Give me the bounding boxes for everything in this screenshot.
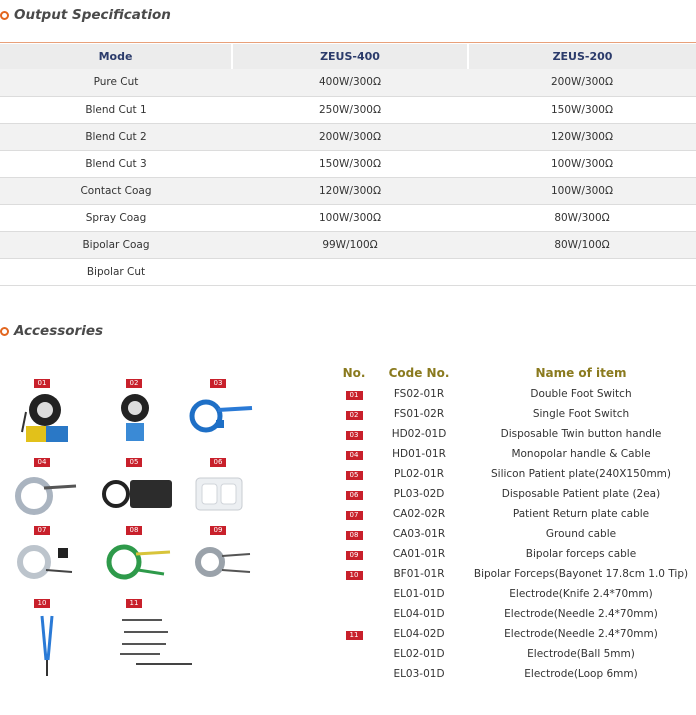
thumb-number: 03 bbox=[210, 379, 226, 388]
thumb-number: 07 bbox=[34, 526, 50, 535]
accessory-code: EL04-02D bbox=[393, 628, 445, 640]
accessory-code: EL04-01D bbox=[393, 608, 445, 620]
accessory-row bbox=[336, 504, 696, 524]
spec-row bbox=[0, 204, 696, 231]
bipolar-forceps-image[interactable] bbox=[36, 612, 60, 680]
accessory-no-cell bbox=[336, 624, 372, 644]
spec-cell-zeus400: 99W/100Ω bbox=[232, 231, 468, 258]
accessories-title: Accessories bbox=[14, 323, 104, 339]
accessories-header-code: Code No. bbox=[388, 366, 450, 380]
accessory-name: Electrode(Needle 2.4*70mm) bbox=[504, 608, 658, 620]
accessories-heading bbox=[0, 320, 103, 342]
accessories-header-row bbox=[336, 362, 696, 384]
accessory-number-tag: 05 bbox=[346, 471, 363, 480]
thumb-number: 10 bbox=[34, 599, 50, 608]
thumb-number: 11 bbox=[126, 599, 142, 608]
accessories-table bbox=[336, 362, 696, 684]
accessory-row bbox=[336, 664, 696, 684]
accessory-no-cell bbox=[336, 544, 372, 564]
spec-cell-mode: Spray Coag bbox=[0, 204, 232, 231]
accessory-row bbox=[336, 404, 696, 424]
accessory-code: HD01-01R bbox=[392, 448, 446, 460]
spec-cell-zeus400: 200W/300Ω bbox=[232, 123, 468, 150]
thumb-number: 04 bbox=[34, 458, 50, 467]
spec-row bbox=[0, 258, 696, 285]
spec-row bbox=[0, 96, 696, 123]
spec-cell-zeus400: 120W/300Ω bbox=[232, 177, 468, 204]
spec-row bbox=[0, 150, 696, 177]
accessory-no-cell bbox=[336, 504, 372, 524]
bullet-icon bbox=[0, 11, 9, 20]
disposable-plate-image[interactable] bbox=[192, 474, 246, 514]
accessory-no-cell bbox=[336, 664, 372, 684]
twin-button-handle-image[interactable] bbox=[188, 396, 258, 436]
accessories-header-name: Name of item bbox=[535, 366, 627, 380]
accessory-name: Double Foot Switch bbox=[530, 388, 632, 400]
accessory-code: HD02-01D bbox=[391, 428, 447, 440]
spec-row bbox=[0, 177, 696, 204]
spec-header-row bbox=[0, 44, 696, 69]
accessory-row bbox=[336, 424, 696, 444]
spec-cell-zeus200: 80W/100Ω bbox=[468, 231, 696, 258]
double-foot-switch-image[interactable] bbox=[12, 390, 72, 450]
accessory-no-cell bbox=[336, 404, 372, 424]
accessory-number-tag: 08 bbox=[346, 531, 363, 540]
accessory-name: Electrode(Ball 5mm) bbox=[527, 648, 635, 660]
accessory-name: Electrode(Needle 2.4*70mm) bbox=[504, 628, 658, 640]
accessory-no-cell bbox=[336, 384, 372, 404]
spec-cell-zeus400: 250W/300Ω bbox=[232, 96, 468, 123]
spec-cell-zeus400 bbox=[232, 258, 468, 285]
accessory-number-tag: 10 bbox=[346, 571, 363, 580]
accessory-row bbox=[336, 644, 696, 664]
accessory-name: Electrode(Knife 2.4*70mm) bbox=[509, 588, 653, 600]
accessory-code: CA01-01R bbox=[392, 548, 446, 560]
spec-cell-zeus200: 100W/300Ω bbox=[468, 150, 696, 177]
spec-cell-zeus200: 100W/300Ω bbox=[468, 177, 696, 204]
return-cable-image[interactable] bbox=[16, 542, 76, 582]
spec-cell-mode: Pure Cut bbox=[0, 69, 232, 96]
monopolar-handle-image[interactable] bbox=[14, 474, 79, 518]
spec-cell-zeus200 bbox=[468, 258, 696, 285]
spec-cell-zeus200: 80W/300Ω bbox=[468, 204, 696, 231]
spec-header-mode: Mode bbox=[0, 44, 232, 69]
ground-cable-image[interactable] bbox=[104, 542, 176, 582]
electrodes-image[interactable] bbox=[116, 612, 196, 672]
accessory-row bbox=[336, 484, 696, 504]
accessory-number-tag: 02 bbox=[346, 411, 363, 420]
accessory-name: Monopolar handle & Cable bbox=[511, 448, 651, 460]
accessory-number-tag: 06 bbox=[346, 491, 363, 500]
spec-row bbox=[0, 69, 696, 96]
spec-cell-mode: Contact Coag bbox=[0, 177, 232, 204]
spec-cell-mode: Blend Cut 1 bbox=[0, 96, 232, 123]
spec-cell-mode: Bipolar Coag bbox=[0, 231, 232, 258]
spec-row bbox=[0, 123, 696, 150]
spec-cell-zeus400: 400W/300Ω bbox=[232, 69, 468, 96]
accessory-no-cell bbox=[336, 464, 372, 484]
accessory-row bbox=[336, 624, 696, 644]
accessory-number-tag: 07 bbox=[346, 511, 363, 520]
output-spec-title: Output Specification bbox=[14, 7, 171, 23]
accessory-code: EL03-01D bbox=[393, 668, 445, 680]
accessory-no-cell bbox=[336, 604, 372, 624]
spec-row bbox=[0, 231, 696, 258]
accessory-code: PL02-01R bbox=[394, 468, 444, 480]
accessory-code: FS01-02R bbox=[393, 408, 445, 420]
accessories-header-no: No. bbox=[342, 366, 366, 380]
accessory-no-cell bbox=[336, 424, 372, 444]
thumb-number: 01 bbox=[34, 379, 50, 388]
accessory-code: FS02-01R bbox=[393, 388, 445, 400]
accessory-code: EL02-01D bbox=[393, 648, 445, 660]
accessory-name: Ground cable bbox=[545, 528, 617, 540]
accessory-name: Disposable Patient plate (2ea) bbox=[501, 488, 661, 500]
thumb-number: 08 bbox=[126, 526, 142, 535]
accessory-name: Single Foot Switch bbox=[532, 408, 630, 420]
accessory-number-tag: 11 bbox=[346, 631, 363, 640]
thumb-number: 09 bbox=[210, 526, 226, 535]
accessory-code: EL01-01D bbox=[393, 588, 445, 600]
spec-header-zeus200: ZEUS-200 bbox=[468, 44, 696, 69]
accessory-row bbox=[336, 604, 696, 624]
accessory-code: CA03-01R bbox=[392, 528, 446, 540]
spec-cell-mode: Bipolar Cut bbox=[0, 258, 232, 285]
thumb-number: 02 bbox=[126, 379, 142, 388]
accessory-row bbox=[336, 464, 696, 484]
accessory-name: Bipolar Forceps(Bayonet 17.8cm 1.0 Tip) bbox=[473, 568, 689, 580]
silicon-plate-image[interactable] bbox=[100, 474, 180, 514]
spec-cell-mode: Blend Cut 2 bbox=[0, 123, 232, 150]
bullet-icon bbox=[0, 327, 9, 336]
accessory-row bbox=[336, 524, 696, 544]
accessory-no-cell bbox=[336, 564, 372, 584]
output-spec-table bbox=[0, 44, 696, 286]
accessory-row bbox=[336, 384, 696, 404]
spec-header-zeus400: ZEUS-400 bbox=[232, 44, 468, 69]
bipolar-cable-image[interactable] bbox=[194, 542, 254, 582]
spec-cell-mode: Blend Cut 3 bbox=[0, 150, 232, 177]
accessory-name: Patient Return plate cable bbox=[512, 508, 650, 520]
accessory-number-tag: 03 bbox=[346, 431, 363, 440]
thumb-number: 05 bbox=[126, 458, 142, 467]
thumb-number: 06 bbox=[210, 458, 226, 467]
accessory-number-tag: 01 bbox=[346, 391, 363, 400]
accessory-row bbox=[336, 444, 696, 464]
accessory-name: Disposable Twin button handle bbox=[500, 428, 662, 440]
output-spec-divider bbox=[0, 42, 696, 43]
accessory-no-cell bbox=[336, 524, 372, 544]
accessory-name: Electrode(Loop 6mm) bbox=[524, 668, 638, 680]
accessory-number-tag: 09 bbox=[346, 551, 363, 560]
accessory-code: BF01-01R bbox=[393, 568, 445, 580]
spec-cell-zeus200: 120W/300Ω bbox=[468, 123, 696, 150]
single-foot-switch-image[interactable] bbox=[115, 390, 160, 450]
accessory-no-cell bbox=[336, 644, 372, 664]
accessory-number-tag: 04 bbox=[346, 451, 363, 460]
spec-cell-zeus200: 200W/300Ω bbox=[468, 69, 696, 96]
accessory-no-cell bbox=[336, 484, 372, 504]
accessory-row bbox=[336, 564, 696, 584]
accessory-name: Bipolar forceps cable bbox=[525, 548, 637, 560]
accessory-code: PL03-02D bbox=[393, 488, 445, 500]
accessory-no-cell bbox=[336, 444, 372, 464]
spec-cell-zeus400: 150W/300Ω bbox=[232, 150, 468, 177]
spec-cell-zeus200: 150W/300Ω bbox=[468, 96, 696, 123]
output-spec-heading bbox=[0, 4, 171, 26]
accessory-row bbox=[336, 584, 696, 604]
accessory-code: CA02-02R bbox=[392, 508, 446, 520]
accessory-name: Silicon Patient plate(240X150mm) bbox=[490, 468, 672, 480]
accessory-row bbox=[336, 544, 696, 564]
spec-cell-zeus400: 100W/300Ω bbox=[232, 204, 468, 231]
accessory-no-cell bbox=[336, 584, 372, 604]
